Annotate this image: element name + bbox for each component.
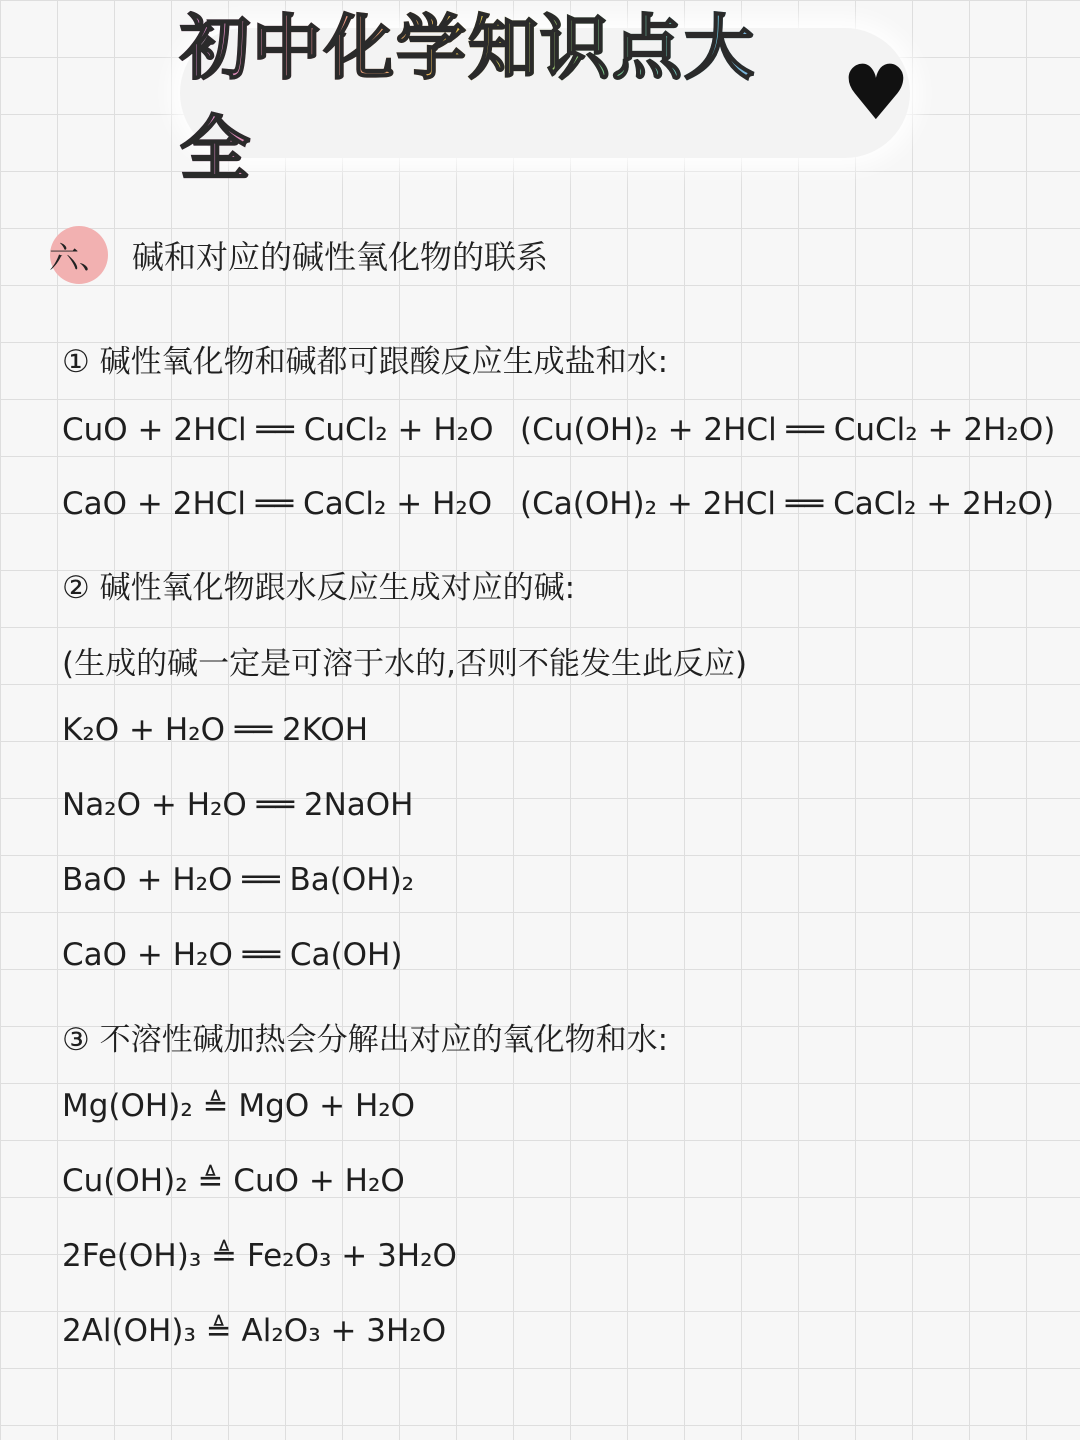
point-2-note: (生成的碱一定是可溶于水的,否则不能发生此反应)	[62, 646, 748, 682]
equation-cuoh2-heat: Cu(OH)₂ ≜ CuO + H₂O	[62, 1163, 405, 1199]
equation-na2o-h2o: Na₂O + H₂O ══ 2NaOH	[62, 787, 414, 823]
equation-bao-h2o: BaO + H₂O ══ Ba(OH)₂	[62, 862, 415, 898]
equation-cuoh2-hcl: (Cu(OH)₂ + 2HCl ══ CuCl₂ + 2H₂O)	[520, 412, 1056, 448]
equation-cao-hcl: CaO + 2HCl ══ CaCl₂ + H₂O	[62, 486, 493, 522]
equation-mgoh2-heat: Mg(OH)₂ ≜ MgO + H₂O	[62, 1088, 416, 1124]
point-2-heading: ② 碱性氧化物跟水反应生成对应的碱:	[62, 570, 576, 606]
equation-feoh3-heat: 2Fe(OH)₃ ≜ Fe₂O₃ + 3H₂O	[62, 1238, 457, 1274]
equation-cao-h2o: CaO + H₂O ══ Ca(OH)	[62, 937, 403, 973]
point-3-heading: ③ 不溶性碱加热会分解出对应的氧化物和水:	[62, 1022, 669, 1058]
heart-icon: ♥	[841, 48, 910, 137]
section-header	[50, 226, 548, 284]
section-title: 碱和对应的碱性氧化物的联系	[132, 238, 549, 276]
equation-caoh2-hcl: (Ca(OH)₂ + 2HCl ══ CaCl₂ + 2H₂O)	[520, 486, 1055, 522]
page-title: 初中化学知识点大全	[180, 0, 822, 194]
section-number-badge: 六、	[50, 226, 108, 284]
point-1-heading: ① 碱性氧化物和碱都可跟酸反应生成盐和水:	[62, 344, 669, 380]
equation-cuo-hcl: CuO + 2HCl ══ CuCl₂ + H₂O	[62, 412, 494, 448]
equation-aloh3-heat: 2Al(OH)₃ ≜ Al₂O₃ + 3H₂O	[62, 1313, 447, 1349]
title-banner	[180, 7, 910, 190]
equation-k2o-h2o: K₂O + H₂O ══ 2KOH	[62, 712, 369, 748]
